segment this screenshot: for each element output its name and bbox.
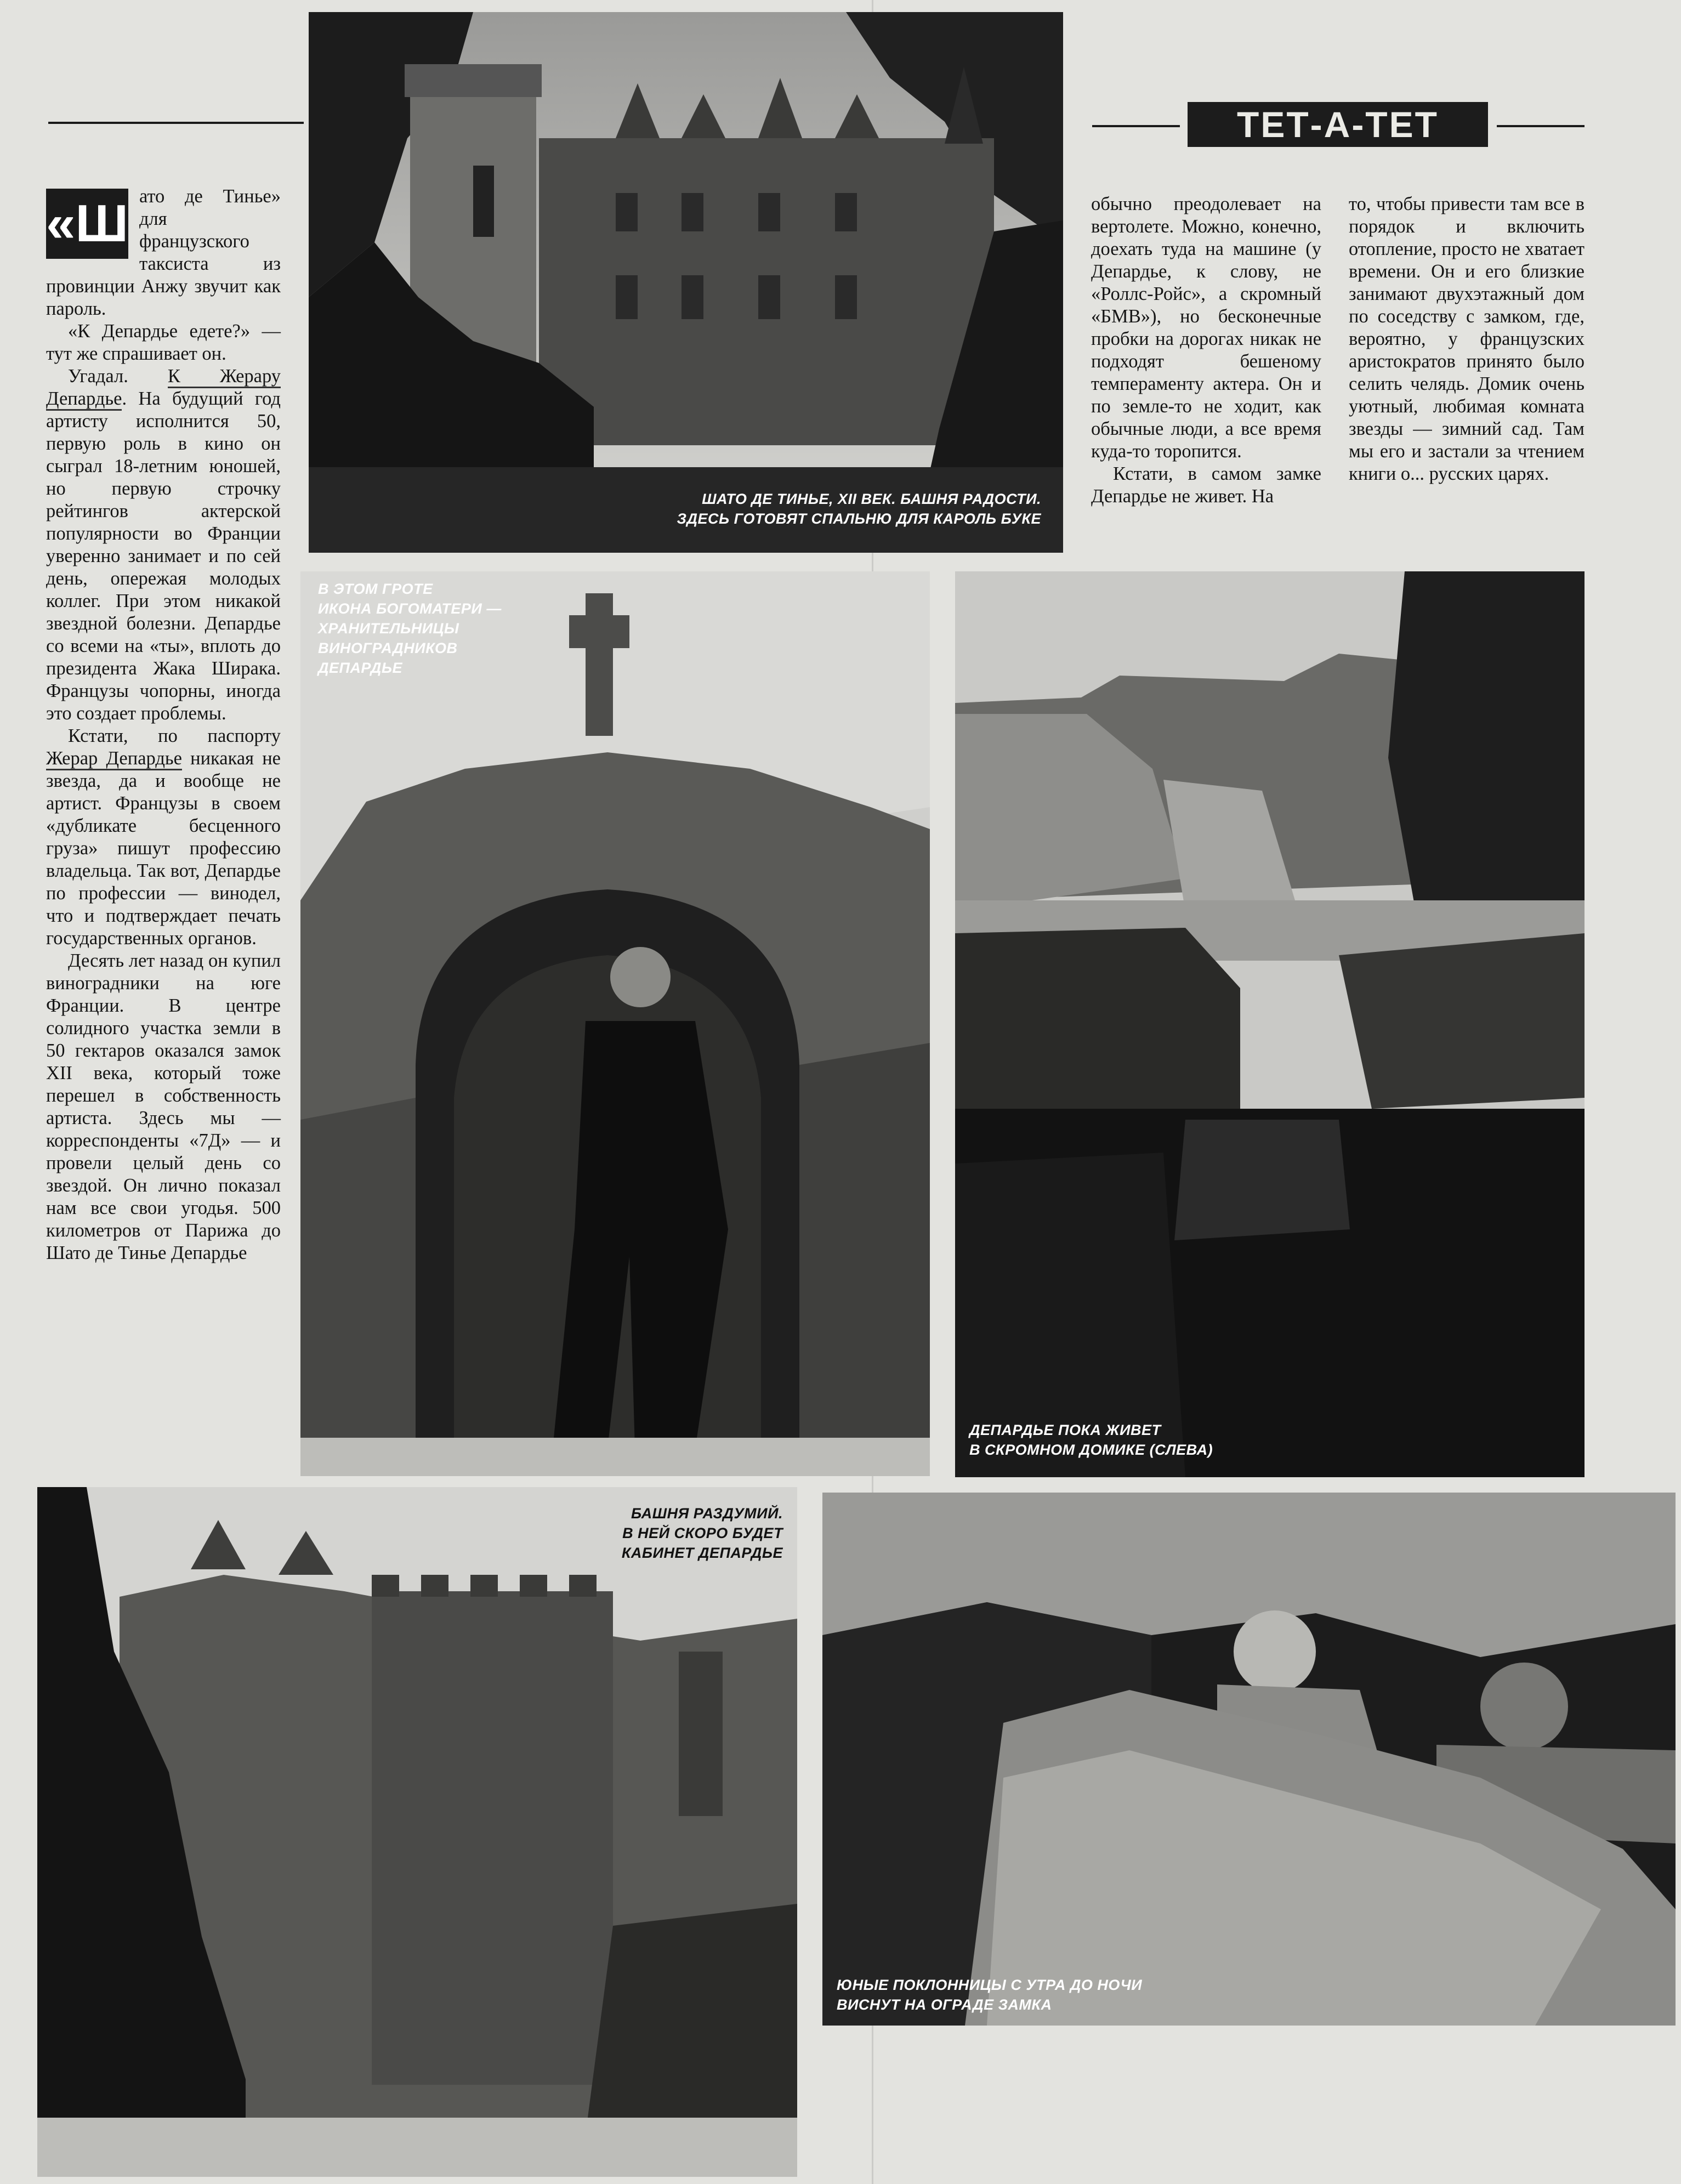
rubric-rule-left: [1092, 125, 1180, 127]
caption-tower: [622, 1504, 783, 1563]
caption-pond: [969, 1420, 1213, 1460]
paragraph-text: Кстати, по паспорту: [68, 725, 281, 746]
article-paragraph: Десять лет назад он купил виноградники на юге Франции. В центре солидного участка земли в 50 гектаров оказался замок XII века, который тоже перешел в собственность артиста. Здесь мы — корреспонденты «7Д» — и провели целый день со звездой. Он лично показал нам все свои угодья. 500 километров от Парижа до Шато де Тинье Депардье: [46, 950, 281, 1263]
caption-line: БАШНЯ РАЗДУМИЙ.: [631, 1505, 783, 1522]
rubric-banner: [1184, 99, 1491, 150]
article-paragraph: [46, 185, 281, 320]
paragraph-text: никакая не звезда, да и вообще не артист. Французы в своем «дубликате бесценного груза» пишут профессию владельца. Так вот, Депардье по профессии — винодел, что и подтверждает печать государственных органов.: [46, 748, 281, 949]
article-column-3: [1349, 193, 1585, 485]
fans-illustration: [822, 1493, 1676, 2026]
caption-line: ИКОНА БОГОМАТЕРИ —: [318, 600, 502, 617]
article-paragraph: то, чтобы привести там все в порядок и включить отопление, просто не хватает времени. Он и его близкие занимают двухэтажный дом по соседству с замком, где, вероятно, у французских аристократов принято было селить челядь. Домик очень уютный, любимая комната звезды — зимний сад. Там мы его и застали за чтением книги о... русских царях.: [1349, 194, 1585, 484]
paragraph-text: Угадал.: [68, 366, 168, 387]
caption-castle-tower: [677, 489, 1041, 529]
left-column-rule: [48, 122, 304, 124]
underlined-name: К Жерару Депардье: [46, 366, 281, 411]
paragraph-text: ато де Тинье» для французского таксиста из провинции Анжу звучит как пароль.: [46, 186, 281, 319]
article-paragraph: Кстати, в самом замке Депардье не живет. На: [1091, 463, 1321, 507]
caption-line: ЮНЫЕ ПОКЛОННИЦЫ С УТРА ДО НОЧИ: [837, 1977, 1143, 1993]
caption-line: ВИСНУТ НА ОГРАДЕ ЗАМКА: [837, 1996, 1052, 2013]
rubric-title: ТЕТ-А-ТЕТ: [1237, 104, 1439, 145]
article-paragraph: «К Депардье едете?» — тут же спрашивает он.: [46, 321, 281, 364]
article-paragraph: [46, 725, 281, 950]
photo-tower-thoughts: [37, 1487, 797, 2177]
article-paragraph: обычно преодолевает на вертолете. Можно, конечно, доехать туда на машине (у Депардье, к слову, не «Роллс-Ройс», а скромный «БМВ»), но бесконечные пробки на дорогах никак не подходят бешеному темпераменту актера. Он и по земле-то не ходит, как обычные люди, а все время куда-то торопится.: [1091, 194, 1321, 462]
caption-line: В ЭТОМ ГРОТЕ: [318, 581, 433, 597]
article-paragraph: [46, 365, 281, 725]
photo-fans: [822, 1493, 1676, 2026]
caption-line: КАБИНЕТ ДЕПАРДЬЕ: [621, 1545, 783, 1561]
article-column-2: [1091, 193, 1321, 508]
caption-grotto: [318, 579, 502, 678]
caption-fans: [837, 1975, 1142, 2015]
caption-line: ЗДЕСЬ ГОТОВЯТ СПАЛЬНЮ ДЛЯ КАРОЛЬ БУКЕ: [677, 510, 1041, 527]
castle-illustration: [309, 12, 1063, 553]
caption-line: ВИНОГРАДНИКОВ: [318, 640, 458, 656]
article-column-1: [46, 185, 281, 1264]
caption-line: ХРАНИТЕЛЬНИЦЫ: [318, 620, 459, 637]
photo-castle-tower: [309, 12, 1063, 553]
caption-line: ШАТО ДЕ ТИНЬЕ, XII ВЕК. БАШНЯ РАДОСТИ.: [702, 491, 1041, 507]
caption-line: В СКРОМНОМ ДОМИКЕ (СЛЕВА): [969, 1442, 1213, 1458]
underlined-name: Жерар Депардье: [46, 748, 182, 770]
photo-house-pond: [955, 571, 1585, 1477]
caption-line: В НЕЙ СКОРО БУДЕТ: [622, 1525, 783, 1541]
rubric-rule-right: [1497, 125, 1585, 127]
photo-grotto: [300, 571, 930, 1476]
pond-illustration: [955, 571, 1585, 1477]
caption-line: ДЕПАРДЬЕ: [318, 660, 403, 676]
caption-line: ДЕПАРДЬЕ ПОКА ЖИВЕТ: [969, 1422, 1161, 1438]
drop-cap: «Ш: [46, 189, 128, 259]
tower-illustration: [37, 1487, 797, 2177]
paragraph-text: . На будущий год артисту исполнится 50, первую роль в кино он сыграл 18-летним юношей, но первую строчку рейтингов актерской популярности во Франции уверенно занимает и по сей день, опережая молодых коллег. При этом никакой звездной болезни. Депардье со всеми на «ты», вплоть до президента Жака Ширака. Французы чопорны, иногда это создает проблемы.: [46, 388, 281, 724]
grotto-illustration: [300, 571, 930, 1476]
